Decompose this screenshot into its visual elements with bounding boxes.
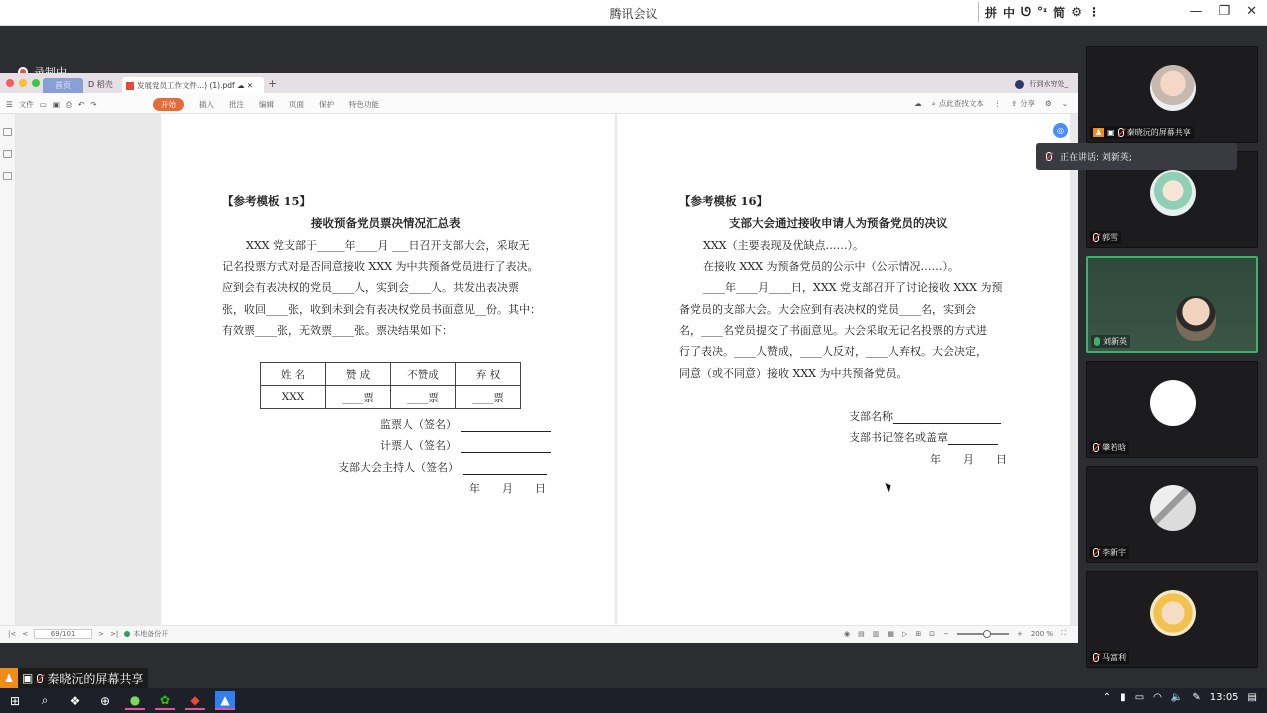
fit-page-icon[interactable]: ⊡ (929, 629, 936, 638)
zoom-dot-icon[interactable] (32, 79, 40, 87)
participant-tile[interactable] (1086, 466, 1258, 563)
paragraph-line: 备党员的支部大会。大会应到有表决权的党员____名，实到会 (679, 303, 976, 316)
bookmark-icon[interactable] (3, 150, 12, 158)
avatar (1150, 170, 1196, 216)
participant-name: 李新宇 (1102, 548, 1126, 557)
participant-name: 刘新英 (1103, 337, 1127, 346)
participant-name: 肇若晗 (1102, 443, 1126, 452)
new-tab-button[interactable]: + (268, 77, 278, 90)
backup-label: 本地备份开 (133, 630, 169, 638)
ime-item-1[interactable]: 中 (1003, 5, 1016, 20)
participant-tile[interactable] (1086, 361, 1258, 458)
ime-item-6[interactable]: ⋮ (1087, 5, 1100, 19)
sign-label: 支部大会主持人（签名） (338, 461, 459, 474)
participant-name: 郭雪 (1102, 233, 1118, 242)
wps-left-sidebar (0, 114, 16, 624)
zoom-slider[interactable] (957, 633, 1009, 635)
mic-muted-icon (1093, 653, 1099, 662)
sign-label: 计票人（签名） (380, 439, 457, 452)
screen-share-label (0, 668, 148, 688)
avatar (1176, 296, 1216, 341)
avatar (1150, 590, 1196, 636)
eye-icon[interactable]: ◉ (843, 629, 851, 638)
participant-name: 马富利 (1102, 653, 1126, 662)
thumbnail-icon[interactable] (3, 128, 12, 136)
screen-icon: ▣ (1107, 128, 1115, 137)
pdf-page-left (161, 114, 615, 625)
ime-item-2[interactable]: ᘎ (1021, 4, 1031, 19)
notification-icon[interactable]: ▤ (1247, 692, 1257, 703)
sign-label: 监票人（签名） (380, 418, 457, 431)
participant-tile-active[interactable] (1086, 256, 1258, 353)
avatar (1150, 485, 1196, 531)
tab-document-label: 发展党员工作文件...) (1).pdf (137, 81, 235, 90)
template-16-heading: 【参考模板 16】 (679, 194, 769, 208)
green-app-icon[interactable]: ● (125, 691, 145, 710)
single-page-icon[interactable]: ▤ (858, 629, 865, 638)
menu-features[interactable]: 特色功能 (349, 100, 379, 109)
backup-dot-icon (124, 631, 130, 637)
ime-item-4[interactable]: 简 (1053, 5, 1066, 20)
mic-muted-icon (1118, 128, 1124, 137)
paragraph-line: 张，收回____张，收到未到会有表决权党员书面意见__份。其中： (222, 303, 541, 316)
tab-home[interactable]: 首页 (43, 78, 83, 93)
date-line: 年 月 日 (469, 482, 546, 495)
open-icon[interactable]: ▭ (39, 100, 47, 109)
close-dot-icon[interactable] (6, 79, 14, 87)
wps-pdf-window (0, 73, 1078, 643)
zoom-slider-knob[interactable] (983, 630, 991, 638)
play-icon[interactable]: ▷ (901, 629, 908, 638)
date-line: 年 月 日 (930, 453, 1007, 466)
first-page-icon[interactable]: |< (8, 630, 17, 638)
share-button[interactable]: ⇪ 分享 (1011, 99, 1035, 108)
fit-width-icon[interactable]: ⊞ (915, 629, 922, 638)
table-cell: XXX (261, 386, 326, 409)
minimize-dot-icon[interactable] (19, 79, 27, 87)
share-label: 分享 (1019, 99, 1035, 108)
sign-blank (893, 412, 1001, 424)
menu-start[interactable]: 开始 (153, 98, 184, 111)
menu-hamburger-icon[interactable]: ☰ (6, 100, 13, 109)
template-15-title: 接收预备党员票决情况汇总表 (311, 216, 461, 230)
menu-insert[interactable]: 插入 (199, 100, 214, 109)
search-placeholder: 点此查找文本 (938, 99, 984, 108)
window-controls (1189, 4, 1257, 19)
sign-line (380, 416, 551, 432)
mic-on-icon (1094, 337, 1100, 346)
paragraph-line: XXX（主要表现及优缺点……）。 (703, 239, 864, 252)
mic-muted-icon (37, 674, 43, 683)
clock[interactable]: 13:05 (1209, 692, 1239, 703)
print-icon[interactable]: ⎙ (65, 99, 72, 109)
user-icon: ♟ (0, 668, 18, 688)
participant-panel (1078, 26, 1267, 686)
search-input[interactable] (932, 98, 984, 109)
redo-icon[interactable]: ↷ (90, 100, 97, 109)
ime-item-5[interactable]: ⚙ (1071, 5, 1082, 19)
participant-tile[interactable] (1086, 571, 1258, 668)
tab-daoke-label: 稻壳 (96, 80, 113, 89)
table-header: 弃 权 (456, 363, 521, 386)
close-icon[interactable]: ✕ (1246, 4, 1257, 19)
paragraph-line: 在接收 XXX 为预备党员的公示中（公示情况……）。 (703, 260, 959, 273)
paragraph-line: ____年____月____日，XXX 党支部召开了讨论接收 XXX 为预 (703, 281, 1003, 294)
chevron-up-icon[interactable]: ⌃ (1102, 692, 1112, 703)
ime-item-0[interactable]: 拼 (985, 5, 998, 20)
participant-name: 秦晓沅的屏幕共享 (1126, 128, 1191, 137)
chevron-down-icon[interactable]: ⌄ (1061, 99, 1068, 108)
next-page-icon[interactable]: > (98, 630, 104, 638)
template-15-heading: 【参考模板 15】 (222, 194, 312, 208)
usb-icon[interactable]: ▮ (1120, 692, 1126, 703)
tab-daoke[interactable] (88, 79, 113, 90)
paragraph-line: 名，____名党员提交了书面意见。大会采取无记名投票的方式进 (679, 324, 987, 337)
sign-line (338, 459, 547, 475)
backup-status[interactable] (124, 629, 168, 639)
wps-icon[interactable]: ◆ (185, 691, 205, 710)
sign-label: 支部书记签名或盖章 (849, 431, 948, 444)
user-area[interactable] (1015, 79, 1069, 89)
screen-icon: ▣ (22, 671, 34, 685)
search-icon[interactable]: ⌕ (41, 693, 49, 707)
zoom-in-icon[interactable]: + (1016, 629, 1023, 638)
sign-blank (461, 441, 551, 453)
last-page-icon[interactable]: >| (109, 630, 119, 638)
volume-icon[interactable]: 🔈 (1170, 692, 1184, 703)
wifi-icon[interactable]: ◠ (1153, 692, 1162, 703)
pdf-icon (126, 82, 134, 90)
sign-blank (463, 463, 547, 475)
zoom-out-icon[interactable]: − (943, 629, 949, 638)
participant-tile[interactable] (1086, 46, 1258, 143)
table-header: 不赞成 (391, 363, 456, 386)
participant-name-row (1091, 335, 1130, 348)
table-cell: ____票 (391, 386, 456, 409)
zoom-level[interactable]: 200 % (1030, 629, 1054, 638)
windows-start-icon[interactable]: ⊞ (9, 693, 21, 708)
sign-label: 支部名称 (849, 410, 893, 423)
pen-icon[interactable]: ✎ (1192, 692, 1201, 703)
table-row (261, 386, 521, 409)
undo-icon[interactable]: ↶ (77, 100, 85, 109)
mic-muted-icon (1093, 548, 1099, 557)
avatar[interactable] (1015, 80, 1024, 89)
participant-name-row (1090, 651, 1129, 664)
speaking-indicator (1036, 143, 1237, 170)
vote-table (260, 362, 521, 409)
battery-icon[interactable]: ▭ (1134, 692, 1145, 703)
assistant-float-icon[interactable]: ◎ (1053, 123, 1068, 138)
avatar (1150, 65, 1196, 111)
table-header-row (261, 363, 521, 386)
paragraph-line: 有效票____张，无效票____张。票决结果如下： (222, 324, 453, 337)
tencent-meeting-icon[interactable]: ▲ (215, 691, 235, 710)
sign-blank (461, 420, 551, 432)
menu-file[interactable]: 文件 (18, 100, 34, 109)
menu-protect[interactable]: 保护 (319, 100, 334, 109)
avatar (1150, 380, 1196, 426)
paragraph-line: XXX 党支部于_____年____月 ___日召开支部大会，采取无 (246, 239, 530, 252)
mic-muted-icon (1093, 233, 1099, 242)
template-16-title: 支部大会通过接收申请人为预备党员的决议 (729, 216, 948, 230)
minimize-icon[interactable]: — (1189, 4, 1203, 19)
double-page-icon[interactable]: ▥ (872, 629, 880, 638)
wps-status-bar (0, 625, 1078, 643)
title-bar (0, 0, 1267, 26)
annotation-list-icon[interactable] (3, 172, 12, 180)
menu-page[interactable]: 页面 (289, 100, 304, 109)
continuous-icon[interactable]: ▦ (887, 629, 894, 638)
save-icon[interactable]: ▣ (52, 100, 60, 109)
pdf-page-right (617, 114, 1070, 625)
prev-page-icon[interactable]: < (22, 630, 29, 638)
sign-line (380, 437, 551, 453)
system-tray (1103, 692, 1257, 703)
more-icon[interactable]: ⋮ (993, 99, 1002, 108)
paragraph-line: 同意（或不同意）接收 XXX 为中共预备党员。 (679, 367, 908, 380)
cloud-icon[interactable]: ☁ (914, 99, 922, 108)
fullscreen-icon[interactable]: ⛶ (1061, 629, 1066, 637)
wechat-icon[interactable]: ✿ (155, 691, 175, 710)
window-title: 腾讯会议 (609, 7, 658, 21)
windows-taskbar (0, 688, 1267, 713)
menu-annotate[interactable]: 批注 (229, 100, 244, 109)
paragraph-line: 应到会有表决权的党员____人，实到会____人。共发出表决票 (222, 281, 519, 294)
participant-name-row (1090, 546, 1129, 559)
speaking-text: 正在讲话: 刘新英; (1060, 153, 1132, 163)
task-view-icon[interactable]: ❖ (69, 693, 81, 708)
participant-name-row (1090, 126, 1194, 139)
mic-muted-icon (1093, 443, 1099, 452)
sign-line (849, 408, 1001, 424)
table-cell: ____票 (326, 386, 391, 409)
restore-icon[interactable]: ❐ (1218, 4, 1231, 19)
sign-blank (948, 433, 998, 445)
paragraph-line: 记名投票方式对是否同意接收 XXX 为中共预备党员进行了表决。 (222, 260, 539, 273)
screen-share-name: 秦晓沅的屏幕共享 (47, 671, 144, 686)
settings-icon[interactable]: ⚙ (1044, 99, 1052, 108)
table-cell: ____票 (456, 386, 521, 409)
search-icon: ⌕ (931, 98, 936, 108)
menu-edit[interactable]: 编辑 (259, 100, 274, 109)
participant-name-row (1090, 231, 1121, 244)
traffic-lights (6, 79, 40, 87)
wps-menu-bar (0, 93, 1078, 114)
tab-document[interactable]: 发展党员工作文件...) (1).pdf ☁ ✕ (122, 77, 264, 93)
user-icon: ♟ (1095, 128, 1103, 137)
daoke-icon: D (88, 80, 97, 89)
table-header: 赞 成 (326, 363, 391, 386)
wps-tab-bar (0, 73, 1078, 93)
ime-item-3[interactable]: °ᶦ (1037, 5, 1048, 19)
user-name: 行到水穷处_ (1029, 80, 1068, 88)
sign-line (849, 429, 998, 445)
page-number-input[interactable]: 69/101 (34, 629, 92, 639)
participant-name-row (1090, 441, 1129, 454)
table-header: 姓 名 (261, 363, 326, 386)
paragraph-line: 行了表决。____人赞成，____人反对，____人弃权。大会决定， (679, 345, 987, 358)
document-canvas[interactable] (16, 114, 1078, 625)
zoom-search-icon[interactable]: ⊕ (99, 693, 111, 708)
ime-toolbar[interactable] (978, 2, 1100, 22)
mic-icon (1046, 152, 1052, 161)
